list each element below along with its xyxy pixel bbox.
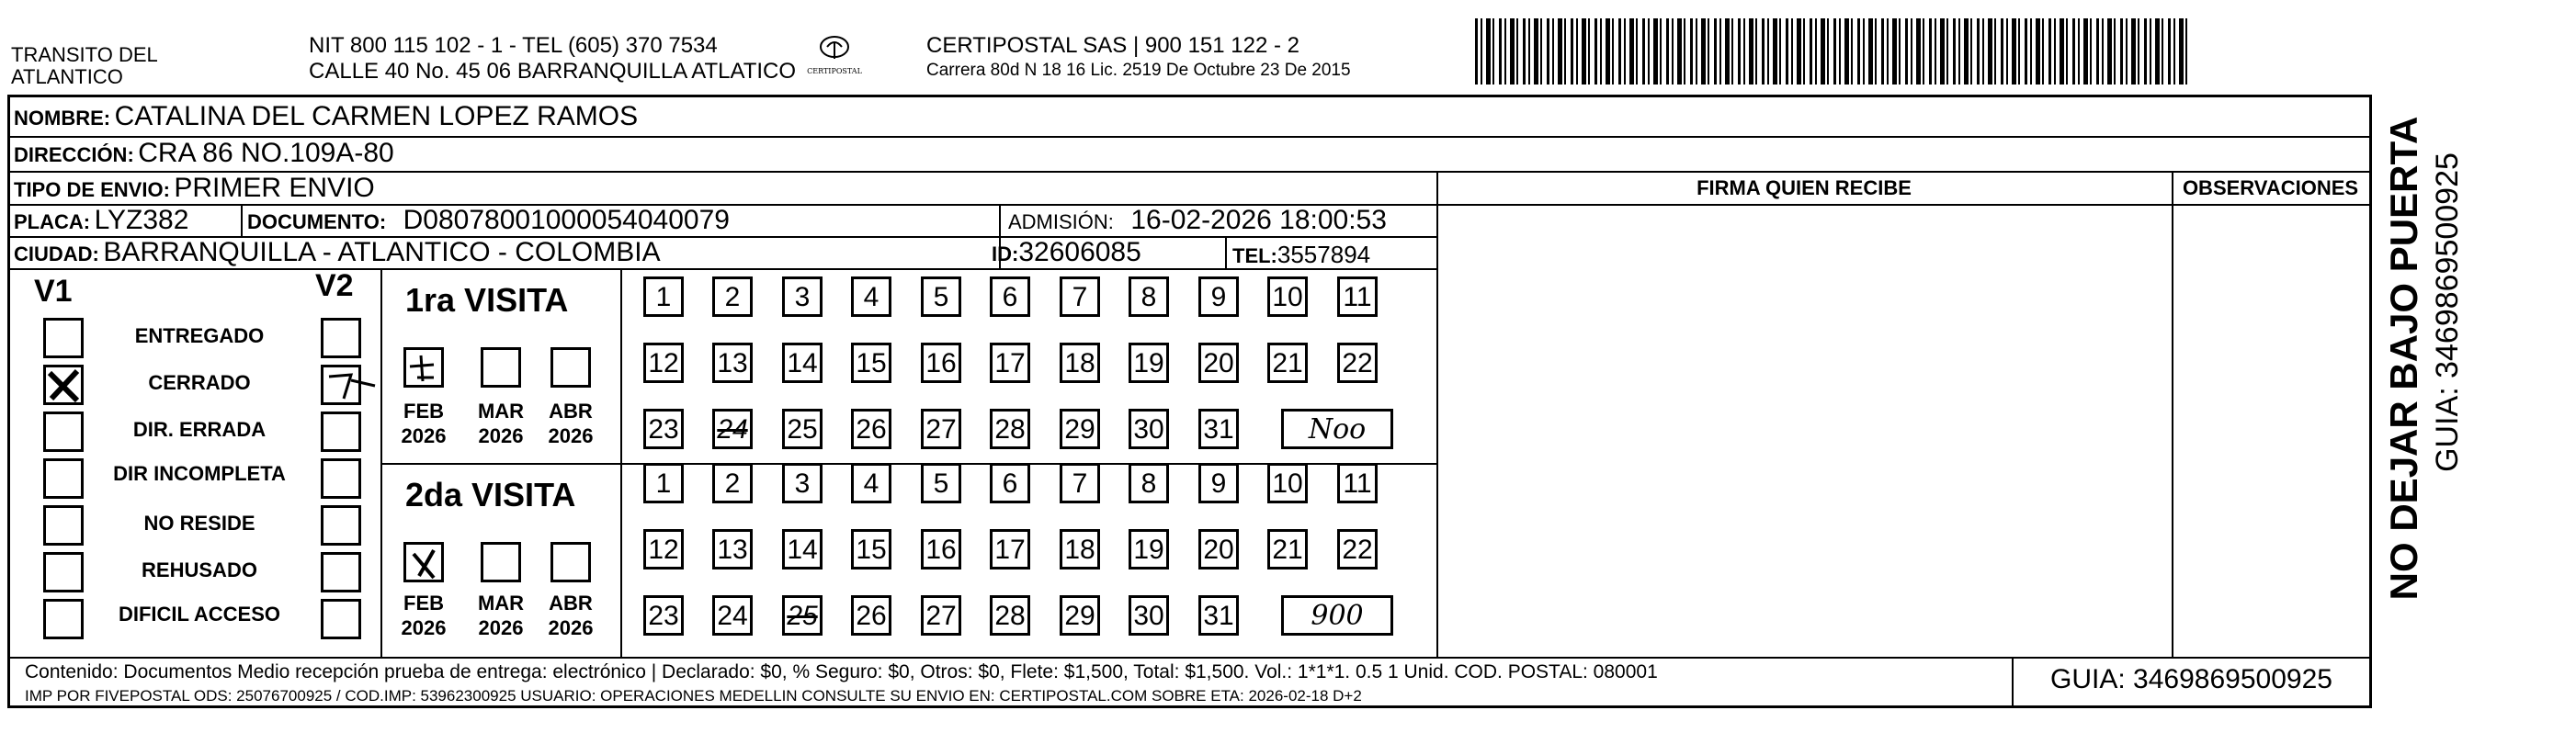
documento-row: [247, 205, 730, 236]
company-line: CERTIPOSTAL SAS | 900 151 122 - 2: [926, 33, 1299, 58]
first-visit-month-mar: MAR 2026: [477, 400, 525, 447]
first-visit-title: 1ra VISITA: [405, 281, 569, 319]
logo-icon: [819, 35, 850, 62]
option-entregado: ENTREGADO: [134, 324, 265, 347]
first-visit-day-16[interactable]: 16: [921, 343, 961, 383]
option-dir-errada: DIR. ERRADA: [132, 418, 267, 441]
first-visit-month-abr-box[interactable]: [550, 347, 591, 388]
tipo-value: PRIMER ENVIO: [174, 173, 375, 203]
placa-value: LYZ382: [94, 205, 189, 235]
first-visit-day-20[interactable]: 20: [1198, 343, 1239, 383]
first-visit-day-3[interactable]: 3: [782, 276, 823, 317]
second-visit-day-19[interactable]: 19: [1129, 529, 1169, 569]
first-visit-day-23[interactable]: 23: [643, 409, 684, 449]
second-visit-day-14[interactable]: 14: [782, 529, 823, 569]
direccion-value: CRA 86 NO.109A-80: [138, 138, 394, 168]
second-visit-day-27[interactable]: 27: [921, 595, 961, 636]
admision-value: 16-02-2026 18:00:53: [1130, 205, 1387, 235]
first-visit-month-feb: FEB 2026: [401, 400, 447, 447]
first-visit-day-15[interactable]: 15: [851, 343, 891, 383]
second-visit-day-8[interactable]: 8: [1129, 463, 1169, 503]
side-guia: [2430, 119, 2467, 505]
option-dir-incompleta: DIR INCOMPLETA: [113, 462, 286, 485]
first-visit-time[interactable]: Noo: [1281, 409, 1393, 449]
nombre-label: NOMBRE:: [14, 107, 111, 130]
second-visit-day-10[interactable]: 10: [1267, 463, 1308, 503]
second-visit-day-2[interactable]: 2: [712, 463, 753, 503]
first-visit-day-8[interactable]: 8: [1129, 276, 1169, 317]
sender-nit: NIT 800 115 102 - 1 - TEL (605) 370 7534: [309, 33, 718, 58]
second-visit-day-3[interactable]: 3: [782, 463, 823, 503]
ciudad-row: [14, 237, 661, 268]
first-visit-day-21[interactable]: 21: [1267, 343, 1308, 383]
second-visit-day-25[interactable]: 25: [782, 595, 823, 636]
first-visit-day-2[interactable]: 2: [712, 276, 753, 317]
option-cerrado: CERRADO: [148, 371, 251, 394]
first-visit-day-1[interactable]: 1: [643, 276, 684, 317]
observaciones-header: OBSERVACIONES: [2182, 176, 2359, 199]
second-visit-day-1[interactable]: 1: [643, 463, 684, 503]
documento-value: D08078001000054040079: [403, 205, 730, 235]
first-visit-day-28[interactable]: 28: [990, 409, 1030, 449]
admision-label: ADMISIÓN:: [1008, 210, 1114, 233]
direccion-row: [14, 138, 394, 169]
first-visit-day-7[interactable]: 7: [1060, 276, 1100, 317]
second-visit-day-13[interactable]: 13: [712, 529, 753, 569]
second-visit-day-23[interactable]: 23: [643, 595, 684, 636]
no-dejar-bajo-puerta: NO DEJAR BAJO PUERTA: [2382, 116, 2425, 601]
second-visit-day-16[interactable]: 16: [921, 529, 961, 569]
contenido-text: Contenido: Documentos Medio recepción prueba de entrega: electrónico | Declarado: $0, % Seguro: $0, Otros: $0, Flete: $1,500, Total: $1,500. Vol.: 1*1*1. 0.5 1 Unid. COD. POSTAL: 080001: [25, 661, 1658, 682]
first-visit-day-10[interactable]: 10: [1267, 276, 1308, 317]
tipo-label: TIPO DE ENVIO:: [14, 178, 170, 201]
second-visit-day-17[interactable]: 17: [990, 529, 1030, 569]
second-visit-month-mar: MAR 2026: [477, 592, 525, 639]
first-visit-day-17[interactable]: 17: [990, 343, 1030, 383]
second-visit-day-18[interactable]: 18: [1060, 529, 1100, 569]
first-visit-day-26[interactable]: 26: [851, 409, 891, 449]
id-row: [992, 237, 1141, 268]
first-visit-day-6[interactable]: 6: [990, 276, 1030, 317]
second-visit-month-abr-box[interactable]: [550, 542, 591, 582]
check-mark-icon: [406, 350, 443, 387]
option-dificil-acceso: DIFICIL ACCESO: [118, 603, 280, 626]
first-visit-day-4[interactable]: 4: [851, 276, 891, 317]
second-visit-day-15[interactable]: 15: [851, 529, 891, 569]
documento-label: DOCUMENTO:: [247, 210, 387, 233]
tel-row: [1232, 241, 1370, 269]
side-guia-text: GUIA: 3469869500925: [2430, 152, 2465, 472]
id-label: ID:: [992, 242, 1019, 265]
second-visit-day-4[interactable]: 4: [851, 463, 891, 503]
placa-label: PLACA:: [14, 210, 91, 233]
first-visit-day-19[interactable]: 19: [1129, 343, 1169, 383]
ciudad-value: BARRANQUILLA - ATLANTICO - COLOMBIA: [103, 237, 661, 267]
direccion-label: DIRECCIÓN:: [14, 143, 134, 166]
second-visit-day-12[interactable]: 12: [643, 529, 684, 569]
first-visit-day-24[interactable]: 24: [712, 409, 753, 449]
tel-value: 3557894: [1277, 241, 1371, 268]
second-visit-day-24[interactable]: 24: [712, 595, 753, 636]
second-visit-day-22[interactable]: 22: [1337, 529, 1378, 569]
admision-row: [1008, 205, 1387, 236]
second-visit-day-11[interactable]: 11: [1337, 463, 1378, 503]
second-visit-day-29[interactable]: 29: [1060, 595, 1100, 636]
firma-header: FIRMA QUIEN RECIBE: [1697, 176, 1912, 199]
second-visit-month-abr: ABR 2026: [548, 592, 594, 639]
sender-name: TRANSITO DEL ATLANTICO: [11, 43, 158, 88]
first-visit-day-22[interactable]: 22: [1337, 343, 1378, 383]
first-visit-day-12[interactable]: 12: [643, 343, 684, 383]
delivery-card: [7, 95, 2372, 708]
x-mark-icon: [406, 545, 443, 581]
first-visit-day-29[interactable]: 29: [1060, 409, 1100, 449]
second-visit-month-mar-box[interactable]: [481, 542, 521, 582]
id-value: 32606085: [1018, 237, 1141, 267]
first-visit-day-11[interactable]: 11: [1337, 276, 1378, 317]
second-visit-day-20[interactable]: 20: [1198, 529, 1239, 569]
barcode: [1475, 18, 2192, 85]
second-visit-day-28[interactable]: 28: [990, 595, 1030, 636]
second-visit-month-feb-box[interactable]: [403, 542, 444, 582]
first-visit-month-feb-box[interactable]: [403, 347, 444, 388]
first-visit-month-abr: ABR 2026: [548, 400, 594, 447]
certipostal-logo: CERTIPOSTAL: [807, 35, 862, 75]
guia-box: GUIA: 3469869500925: [2050, 664, 2332, 694]
sender-address: CALLE 40 No. 45 06 BARRANQUILLA ATLATICO: [309, 59, 797, 84]
v1-label: V1: [34, 274, 73, 309]
second-visit-time[interactable]: 900: [1281, 595, 1393, 636]
tel-label: TEL:: [1232, 244, 1277, 267]
first-visit-day-14[interactable]: 14: [782, 343, 823, 383]
second-visit-month-feb: FEB 2026: [401, 592, 447, 639]
nombre-value: CATALINA DEL CARMEN LOPEZ RAMOS: [114, 101, 639, 131]
second-visit-day-26[interactable]: 26: [851, 595, 891, 636]
first-visit-day-31[interactable]: 31: [1198, 409, 1239, 449]
check-mark-icon: [323, 367, 379, 404]
second-visit-day-9[interactable]: 9: [1198, 463, 1239, 503]
first-visit-month-mar-box[interactable]: [481, 347, 521, 388]
ciudad-label: CIUDAD:: [14, 242, 99, 265]
v2-label: V2: [315, 268, 354, 303]
first-visit-day-27[interactable]: 27: [921, 409, 961, 449]
second-visit-day-6[interactable]: 6: [990, 463, 1030, 503]
second-visit-day-30[interactable]: 30: [1129, 595, 1169, 636]
first-visit-day-9[interactable]: 9: [1198, 276, 1239, 317]
first-visit-day-25[interactable]: 25: [782, 409, 823, 449]
option-no-reside: NO RESIDE: [143, 512, 255, 535]
second-visit-day-7[interactable]: 7: [1060, 463, 1100, 503]
second-visit-title: 2da VISITA: [405, 476, 576, 513]
second-visit-day-21[interactable]: 21: [1267, 529, 1308, 569]
first-visit-day-18[interactable]: 18: [1060, 343, 1100, 383]
option-rehusado: REHUSADO: [142, 558, 257, 581]
imp-text: IMP POR FIVEPOSTAL ODS: 25076700925 / COD.IMP: 53962300925 USUARIO: OPERACIONES MEDELLIN CONSULTE SU ENVIO EN: CERTIPOSTAL.COM SOBRE ETA: 2026-02-18 D+2: [25, 687, 1362, 705]
first-visit-day-13[interactable]: 13: [712, 343, 753, 383]
tipo-row: [14, 173, 375, 204]
company-address: Carrera 80d N 18 16 Lic. 2519 De Octubre 23 De 2015: [926, 61, 1351, 80]
first-visit-day-30[interactable]: 30: [1129, 409, 1169, 449]
placa-row: [14, 205, 188, 236]
second-visit-day-31[interactable]: 31: [1198, 595, 1239, 636]
second-visit-day-5[interactable]: 5: [921, 463, 961, 503]
nombre-row: [14, 101, 638, 132]
first-visit-day-5[interactable]: 5: [921, 276, 961, 317]
